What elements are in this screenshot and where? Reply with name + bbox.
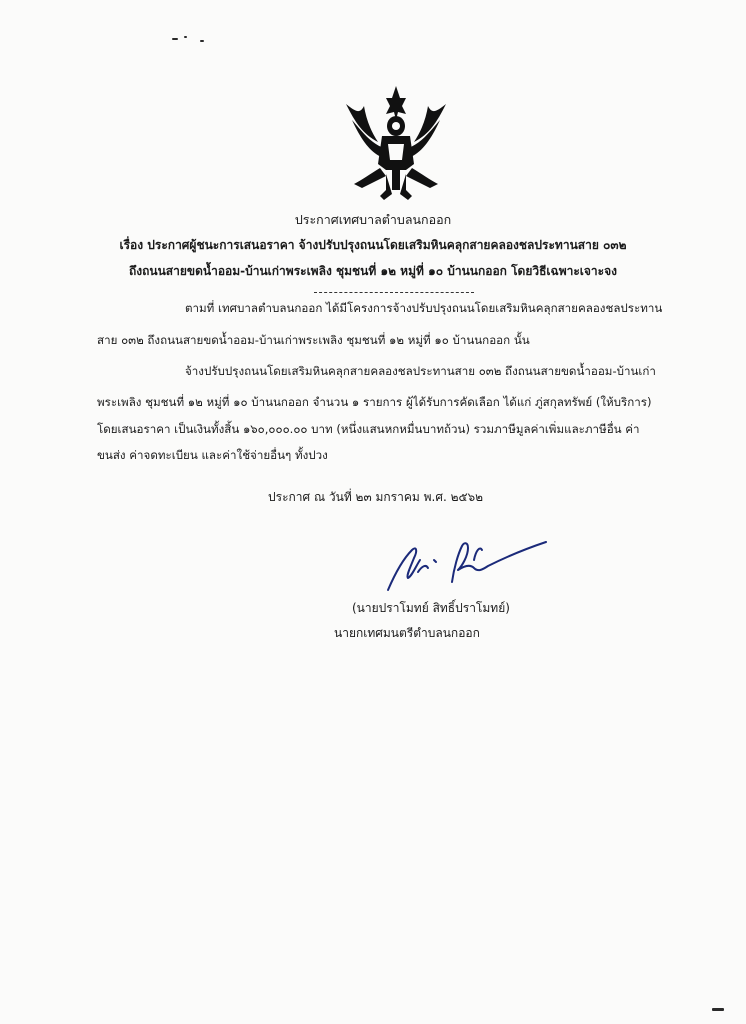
paragraph-2-line-1: จ้างปรับปรุงถนนโดยเสริมหินคลุกสายคลองชลประทานสาย ๐๓๒ ถึงถนนสายขดน้ำออม-บ้านเก่า [185, 364, 656, 378]
scan-speck [200, 40, 204, 42]
announcement-heading: ประกาศเทศบาลตำบลนกออก [294, 212, 452, 227]
signer-title: นายกเทศมนตรีตำบลนกออก [334, 626, 480, 640]
paragraph-1-line-2: สาย ๐๓๒ ถึงถนนสายขดน้ำออม-บ้านเก่าพระเพลิง ชุมชนที่ ๑๒ หมู่ที่ ๑๐ บ้านนกออก นั้น [97, 333, 530, 347]
scan-speck [184, 36, 187, 38]
paragraph-2-line-4: ขนส่ง ค่าจดทะเบียน และค่าใช้จ่ายอื่นๆ ทั้งปวง [97, 448, 328, 462]
handwritten-signature [378, 520, 550, 598]
paragraph-2-line-2: พระเพลิง ชุมชนที่ ๑๒ หมู่ที่ ๑๐ บ้านนกออก จำนวน ๑ รายการ ผู้ได้รับการคัดเลือก ได้แก่ ภู่สกุลทรัพย์ (ให้บริการ) [97, 395, 652, 409]
subject-line-2: ถึงถนนสายขดน้ำออม-บ้านเก่าพระเพลิง ชุมชนที่ ๑๒ หมู่ที่ ๑๐ บ้านนกออก โดยวิธีเฉพาะเจาะจง [128, 264, 617, 278]
paragraph-1-line-1: ตามที่ เทศบาลตำบลนกออก ได้มีโครงการจ้างปรับปรุงถนนโดยเสริมหินคลุกสายคลองชลประทาน [185, 301, 663, 315]
scan-speck [172, 38, 178, 40]
announce-date: ประกาศ ณ วันที่ ๒๓ มกราคม พ.ศ. ๒๕๖๒ [268, 490, 484, 504]
signer-name: (นายปราโมทย์ สิทธิ์ปราโมทย์) [352, 601, 510, 615]
paragraph-2-line-3: โดยเสนอราคา เป็นเงินทั้งสิ้น ๑๖๐,๐๐๐.๐๐ บาท (หนึ่งแสนหกหมื่นบาทถ้วน) รวมภาษีมูลค่าเพิ่มและภาษีอื่น ค่า [97, 422, 640, 436]
subject-line-1: เรื่อง ประกาศผู้ชนะการเสนอราคา จ้างปรับปรุงถนนโดยเสริมหินคลุกสายคลองชลประทานสาย ๐๓๒ [119, 238, 627, 252]
garuda-emblem-icon [340, 84, 452, 202]
divider-line [314, 292, 474, 293]
scan-speck [712, 1008, 724, 1011]
